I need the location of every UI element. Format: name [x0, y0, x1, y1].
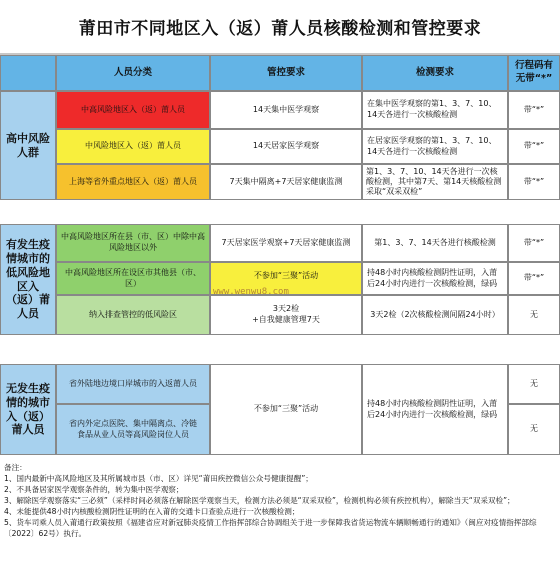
control-cell: 14天集中医学观察 [210, 91, 362, 129]
category-cell: 中高风险地区所在设区市其他县（市、区） [56, 262, 210, 295]
category-cell: 中风险地区入（返）莆人员 [56, 129, 210, 164]
header-travel-code: 行程码有无带“*” [508, 55, 560, 91]
testing-cell: 3天2检（2次核酸检测间隔24小时） [362, 295, 508, 335]
testing-cell: 在集中医学观察的第1、3、7、10、14天各进行一次核酸检测 [362, 91, 508, 129]
travel-code-cell: 带“*” [508, 164, 560, 200]
header-control: 管控要求 [210, 55, 362, 91]
category-cell: 中高风险地区入（返）莆人员 [56, 91, 210, 129]
section-gap [0, 335, 560, 364]
category-cell: 纳入排查管控的低风险区 [56, 295, 210, 335]
header-cell-blank [0, 55, 56, 91]
header-category: 人员分类 [56, 55, 210, 91]
travel-code-cell: 带“*” [508, 224, 560, 262]
travel-code-cell: 带“*” [508, 129, 560, 164]
control-cell: 7天集中隔离+7天居家健康监测 [210, 164, 362, 200]
group-label-no-outbreak-city: 无发生疫情的城市入（返）莆人员 [0, 364, 56, 455]
control-cell: 3天2检 +自我健康管理7天 [210, 295, 362, 335]
testing-cell: 第1、3、7、14天各进行核酸检测 [362, 224, 508, 262]
travel-code-cell: 带“*” [508, 91, 560, 129]
travel-code-cell: 无 [508, 364, 560, 404]
note-item: 3、解除医学观察落实“三必须”（采样时间必须落在解除医学观察当天，检测方法必须是“双采双检”，检测机构必须有疾控机构），解除当天“双采双检”； [4, 496, 515, 505]
watermark: www.wenwu8.com [213, 287, 289, 297]
control-cell: 7天居家医学观察+7天居家健康监测 [210, 224, 362, 262]
note-item: 2、不具备居家医学观察条件的，转为集中医学观察； [4, 485, 184, 494]
control-cell: 不参加“三聚”活动 [210, 262, 362, 295]
travel-code-cell: 无 [508, 404, 560, 455]
travel-code-cell: 带“*” [508, 262, 560, 295]
testing-cell-merged: 持48小时内核酸检测阴性证明，入莆后24小时内进行一次核酸检测，绿码 [362, 364, 508, 455]
category-cell: 省外陆地边境口岸城市的入返莆人员 [56, 364, 210, 404]
notes [4, 462, 556, 539]
testing-cell: 在居家医学观察的第1、3、7、10、14天各进行一次核酸检测 [362, 129, 508, 164]
category-cell: 中高风险地区所在县（市、区）中除中高风险地区以外 [56, 224, 210, 262]
header-testing: 检测要求 [362, 55, 508, 91]
note-item: 1、国内最新中高风险地区及其所属城市县（市、区）详见“莆田疾控微信公众号健康提醒”； [4, 474, 313, 483]
control-cell: 14天居家医学观察 [210, 129, 362, 164]
category-cell: 省内外定点医院、集中隔离点、冷链食品从业人员等高风险岗位人员 [56, 404, 210, 455]
notes-heading: 备注： [4, 463, 27, 472]
travel-code-cell: 无 [508, 295, 560, 335]
category-cell: 上海等省外重点地区入（返）莆人员 [56, 164, 210, 200]
note-item: 5、货车司乘人员入莆通行政策按照《福建省应对新冠肺炎疫情工作指挥部综合协调组关于进一步保障我省货运物流车辆顺畅通行的通知》（闽应对疫情指挥部综〔2022〕62号）执行。 [4, 518, 537, 538]
page-title-bar [0, 0, 560, 55]
note-item: 4、未能提供48小时内核酸检测阴性证明的在入莆的交通卡口查验点进行一次核酸检测； [4, 507, 300, 516]
testing-cell: 第1、3、7、10、14天各进行一次核酸检测，其中第7天、第14天核酸检测采取“双采双检” [362, 164, 508, 200]
group-label-high-risk: 高中风险人群 [0, 91, 56, 200]
testing-cell: 持48小时内核酸检测阴性证明，入莆后24小时内进行一次核酸检测，绿码 [362, 262, 508, 295]
control-cell-merged: 不参加“三聚”活动 [210, 364, 362, 455]
group-label-low-risk-outbreak-city: 有发生疫情城市的低风险地区入（返）莆人员 [0, 224, 56, 335]
section-gap [0, 200, 560, 224]
page-title: 莆田市不同地区入（返）莆人员核酸检测和管控要求 [78, 19, 482, 39]
